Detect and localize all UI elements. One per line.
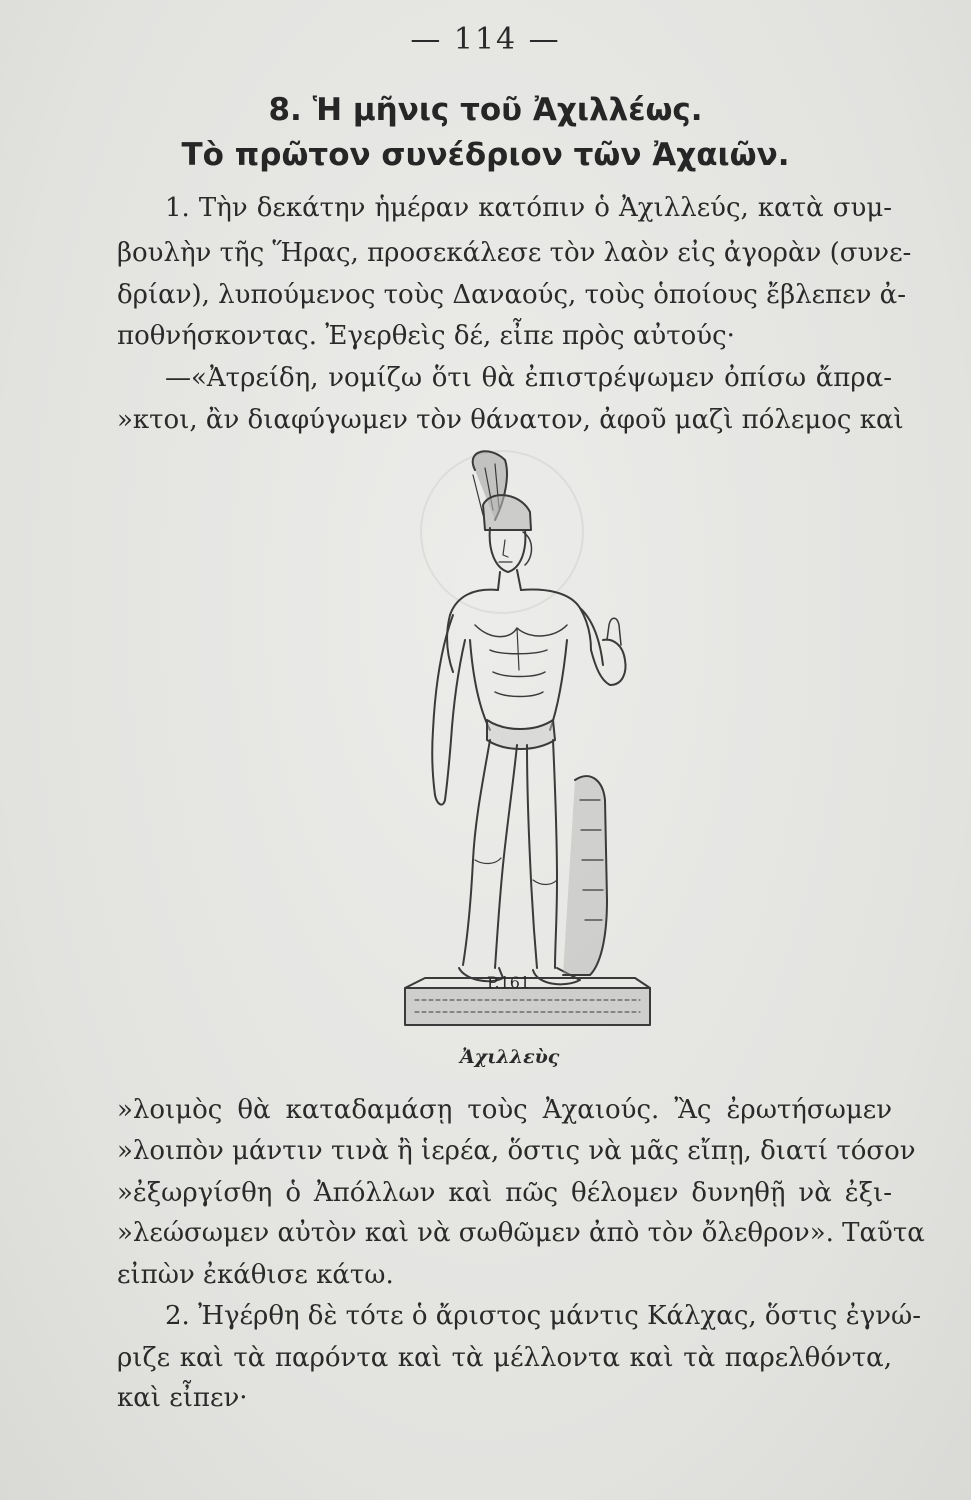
text-line: ποθνήσκοντας. Ἐγερθεὶς δέ, εἶπε πρὸς αὐτούς· (117, 321, 735, 351)
text-line: βουλὴν τῆς Ἥρας, προσεκάλεσε τὸν λαὸν εἰς ἀγορὰν (συνε- (117, 238, 912, 268)
text-line: δρίαν), λυπούμενος τοὺς Δαναούς, τοὺς ὁποίους ἔβλεπεν ἀ- (117, 280, 907, 310)
text-line: καὶ εἶπεν· (117, 1383, 248, 1413)
statue-inscription: P.161 (487, 973, 531, 992)
chapter-title: 8. Ἡ μῆνις τοῦ Ἀχιλλέως. (268, 92, 703, 128)
text-line: —«Ἀτρείδη, νομίζω ὅτι θὰ ἐπιστρέψωμεν ὀπίσω ἄπρα- (165, 363, 892, 393)
text-line: »λοιπὸν μάντιν τινὰ ἢ ἱερέα, ὅστις νὰ μᾶς εἴπῃ, διατί τόσον (117, 1136, 916, 1166)
text-line: »ἐξωργίσθη ὁ Ἀπόλλων καὶ πῶς θέλομεν δυνηθῇ νὰ ἐξι- (117, 1178, 892, 1208)
text-line: εἰπὼν ἐκάθισε κάτω. (117, 1260, 394, 1290)
text-line: ριζε καὶ τὰ παρόντα καὶ τὰ μέλλοντα καὶ τὰ παρελθόντα, (117, 1343, 892, 1373)
figure-caption: Ἀχιλλεὺς (460, 1046, 560, 1068)
text-line: »κτοι, ἂν διαφύγωμεν τὸν θάνατον, ἀφοῦ μαζὶ πόλεμος καὶ (117, 405, 904, 435)
text-line: »λοιμὸς θὰ καταδαμάσῃ τοὺς Ἀχαιούς. Ἂς ἐρωτήσωμεν (117, 1095, 892, 1125)
text-line: »λεώσωμεν αὐτὸν καὶ νὰ σωθῶμεν ἀπὸ τὸν ὄλεθρον». Ταῦτα (117, 1218, 925, 1248)
text-line: 2. Ἠγέρθη δὲ τότε ὁ ἄριστος μάντις Κάλχας, ὅστις ἐγνώ- (165, 1301, 922, 1331)
page-number: — 114 — (410, 22, 561, 57)
achilles-statue-engraving (395, 440, 660, 1040)
text-line: 1. Τὴν δεκάτην ἡμέραν κατόπιν ὁ Ἀχιλλεύς, κατὰ συμ- (165, 193, 892, 223)
chapter-subtitle: Τὸ πρῶτον συνέδριον τῶν Ἀχαιῶν. (181, 137, 790, 173)
